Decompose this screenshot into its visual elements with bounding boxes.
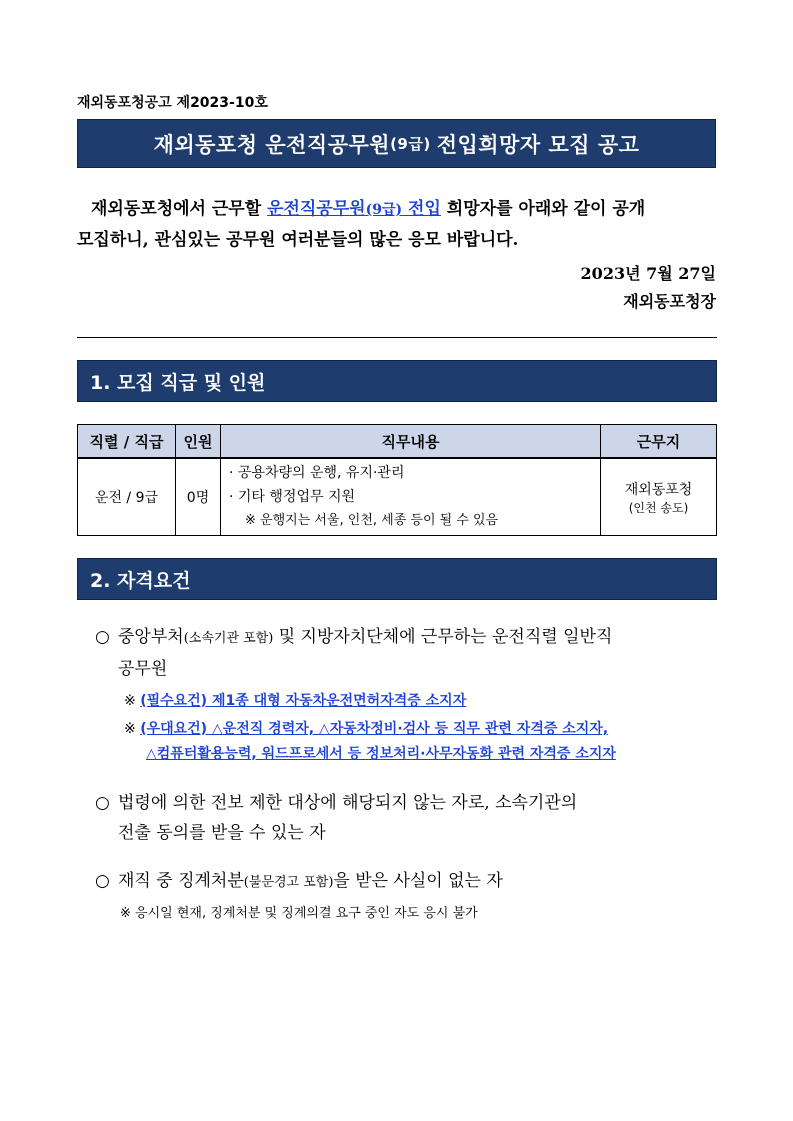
- section2-title: 2. 자격요건: [90, 569, 191, 592]
- req2-line2: 전출 동의를 받을 수 있는 자: [118, 823, 326, 843]
- section1-title: 1. 모집 직급 및 인원: [90, 371, 266, 394]
- requirement-3: ○ 재직 중 징계처분(불문경고 포함)을 받은 사실이 없는 자: [95, 866, 720, 898]
- intro-pre: 재외동포청에서 근무할: [91, 199, 268, 219]
- duty-item: · 공용차량의 운행, 유지·관리: [229, 465, 405, 481]
- duty-item: · 기타 행정업무 지원: [229, 489, 355, 505]
- section-header-recruitment: [77, 360, 717, 402]
- duty-note: ※ 운행지는 서울, 인천, 세종 등이 될 수 있음: [245, 513, 499, 528]
- location-sub: (인천 송도): [628, 500, 689, 515]
- requirement-1: ○ 중앙부처(소속기관 포함) 및 지방자치단체에 근무하는 운전직렬 일반직 공무원: [95, 622, 720, 684]
- section-header-qualifications: [77, 558, 717, 600]
- preferred-condition: [124, 717, 616, 767]
- intro-post: 희망자를 아래와 같이 공개: [440, 199, 646, 219]
- intro-paragraph: [77, 194, 719, 255]
- required-condition: [124, 689, 466, 714]
- bullet-circle: ○: [95, 793, 110, 813]
- location-name: 재외동포청: [624, 481, 693, 498]
- requirement-3-note: ※ 응시일 현재, 징계처분 및 징계의결 요구 중인 자도 응시 불가: [120, 906, 478, 921]
- table-row: [78, 458, 717, 536]
- title-part1: 재외동포청 운전직공무원: [153, 132, 391, 157]
- header-count: 인원: [176, 425, 221, 459]
- divider: [77, 337, 717, 338]
- bullet-circle: ○: [95, 871, 110, 891]
- cell-duties: [221, 458, 601, 536]
- note-mark: ※: [124, 721, 136, 737]
- title-grade: (9급): [390, 135, 431, 153]
- header-grade: 직렬 / 직급: [78, 425, 176, 459]
- issuer: 재외동포청장: [623, 292, 716, 311]
- preferred-line2: △컴퓨터활용능력, 워드프로세서 등 정보처리·사무자동화 관련 자격증 소지자: [146, 746, 616, 762]
- intro-link[interactable]: 운전직공무원(9급) 전입: [267, 199, 441, 219]
- notice-number: 재외동포청공고 제2023-10호: [77, 95, 268, 111]
- page-title: [77, 119, 716, 168]
- intro-line2: 모집하니, 관심있는 공무원 여러분들의 많은 응모 바랍니다.: [77, 230, 519, 250]
- requirement-2: ○ 법령에 의한 전보 제한 대상에 해당되지 않는 자로, 소속기관의 전출 동의를 받을 수 있는 자: [95, 788, 720, 848]
- preferred-line1: (우대요건) △운전직 경력자, △자동차정비·검사 등 직무 관련 자격증 소지자,: [140, 721, 609, 737]
- note-mark: ※: [124, 693, 136, 709]
- recruitment-table: [77, 424, 717, 536]
- table-header-row: [78, 425, 717, 459]
- cell-location: [601, 458, 717, 536]
- header-duties: 직무내용: [221, 425, 601, 459]
- req1-line2: 공무원: [118, 659, 168, 679]
- notice-date-block: [581, 260, 716, 316]
- notice-date: 2023년 7월 27일: [580, 264, 716, 283]
- bullet-circle: ○: [95, 627, 110, 647]
- cell-grade: 운전 / 9급: [78, 458, 176, 536]
- header-location: 근무지: [601, 425, 717, 459]
- title-part2: 전입희망자 모집 공고: [436, 132, 640, 157]
- cell-count: 0명: [176, 458, 221, 536]
- required-condition-text: (필수요건) 제1종 대형 자동차운전면허자격증 소지자: [140, 693, 467, 709]
